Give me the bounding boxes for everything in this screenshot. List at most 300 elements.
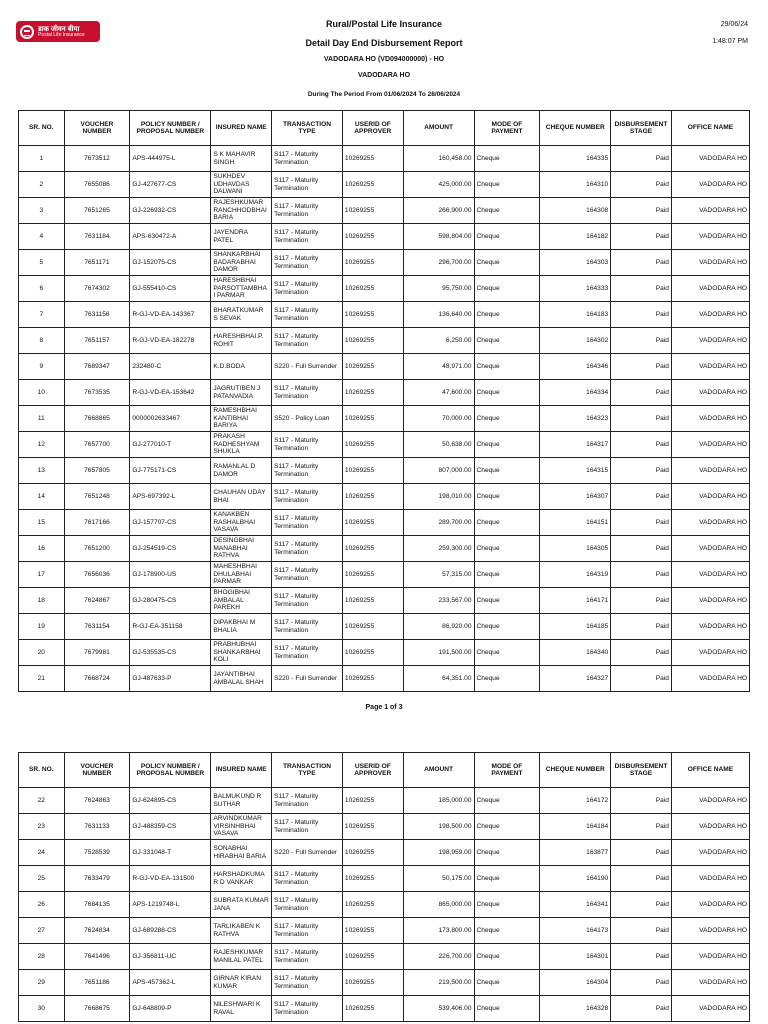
cell-payment-mode: Cheque — [474, 666, 540, 692]
cell-transaction-type: S117 - Maturity Termination — [272, 944, 343, 970]
cell-office-name: VADODARA HO — [671, 970, 749, 996]
cell-transaction-type: S117 - Maturity Termination — [272, 250, 343, 276]
report-date: 29/06/24 — [720, 21, 748, 28]
cell-cheque-number: 164315 — [540, 458, 611, 484]
table-row — [19, 458, 750, 484]
cell-policy-number: 0000002633467 — [130, 406, 211, 432]
cell-disbursement-stage: Paid — [611, 788, 672, 814]
cell-office-name: VADODARA HO — [671, 614, 749, 640]
cell-insured-name: RAJESHKUMAR RANCHHODBHAI BARIA — [211, 198, 272, 224]
cell-insured-name: HARESHBHAI.P. ROHIT — [211, 328, 272, 354]
cell-policy-number: GJ-624895-CS — [130, 788, 211, 814]
cell-sr-no: 25 — [19, 866, 65, 892]
cell-amount: 539,406.00 — [403, 996, 474, 1022]
cell-transaction-type: S117 - Maturity Termination — [272, 276, 343, 302]
cell-office-name: VADODARA HO — [671, 814, 749, 840]
cell-sr-no: 27 — [19, 918, 65, 944]
cell-sr-no: 6 — [19, 276, 65, 302]
cell-payment-mode: Cheque — [474, 146, 540, 172]
cell-policy-number: GJ-178900-US — [130, 562, 211, 588]
cell-policy-number: APS-444975-L — [130, 146, 211, 172]
cell-approver-userid: 10269255 — [342, 276, 403, 302]
cell-amount: 266,900.00 — [403, 198, 474, 224]
cell-cheque-number: 164172 — [540, 788, 611, 814]
cell-voucher-number: 7631133 — [64, 814, 130, 840]
cell-approver-userid: 10269255 — [342, 198, 403, 224]
cell-office-name: VADODARA HO — [671, 406, 749, 432]
cell-office-name: VADODARA HO — [671, 666, 749, 692]
cell-voucher-number: 7631156 — [64, 302, 130, 328]
cell-approver-userid: 10269255 — [342, 458, 403, 484]
cell-insured-name: DIPAKBHAI M BHALIA — [211, 614, 272, 640]
table-row — [19, 198, 750, 224]
table-row — [19, 640, 750, 666]
cell-policy-number: GJ-226932-CS — [130, 198, 211, 224]
division-name: VADODARA HO — [357, 72, 411, 79]
cell-cheque-number: 164302 — [540, 328, 611, 354]
cell-cheque-number: 164327 — [540, 666, 611, 692]
table-row — [19, 510, 750, 536]
cell-payment-mode: Cheque — [474, 996, 540, 1022]
cell-transaction-type: S117 - Maturity Termination — [272, 198, 343, 224]
cell-payment-mode: Cheque — [474, 432, 540, 458]
table-row — [19, 840, 750, 866]
cell-transaction-type: S520 - Policy Loan — [272, 406, 343, 432]
cell-payment-mode: Cheque — [474, 172, 540, 198]
column-header-disbursement-stage: DISBURSEMENT STAGE — [611, 753, 672, 788]
cell-disbursement-stage: Paid — [611, 328, 672, 354]
office-line: VADODARA HO (VD094000000) - HO — [323, 56, 445, 63]
cell-approver-userid: 10269255 — [342, 250, 403, 276]
cell-cheque-number: 164308 — [540, 198, 611, 224]
cell-disbursement-stage: Paid — [611, 588, 672, 614]
cell-voucher-number: 7679981 — [64, 640, 130, 666]
cell-cheque-number: 164323 — [540, 406, 611, 432]
cell-disbursement-stage: Paid — [611, 944, 672, 970]
cell-amount: 226,700.00 — [403, 944, 474, 970]
table-row — [19, 302, 750, 328]
cell-sr-no: 30 — [19, 996, 65, 1022]
cell-amount: 198,959.00 — [403, 840, 474, 866]
table-row — [19, 588, 750, 614]
cell-sr-no: 2 — [19, 172, 65, 198]
cell-sr-no: 9 — [19, 354, 65, 380]
cell-insured-name: GIRNAR KIRAN KUMAR — [211, 970, 272, 996]
cell-voucher-number: 7651157 — [64, 328, 130, 354]
cell-transaction-type: S117 - Maturity Termination — [272, 640, 343, 666]
column-header-insured-name: INSURED NAME — [211, 111, 272, 146]
cell-amount: 95,750.00 — [403, 276, 474, 302]
table-body — [19, 788, 750, 1022]
cell-payment-mode: Cheque — [474, 458, 540, 484]
table-row — [19, 354, 750, 380]
cell-transaction-type: S117 - Maturity Termination — [272, 866, 343, 892]
cell-policy-number: R-GJ-VD-EA-143367 — [130, 302, 211, 328]
report-title: Detail Day End Disbursement Report — [305, 38, 463, 48]
cell-transaction-type: S117 - Maturity Termination — [272, 614, 343, 640]
cell-sr-no: 4 — [19, 224, 65, 250]
table-row — [19, 614, 750, 640]
cell-voucher-number: 7673512 — [64, 146, 130, 172]
cell-sr-no: 10 — [19, 380, 65, 406]
cell-insured-name: BHOGIBHAI AMBALAL PAREKH — [211, 588, 272, 614]
cell-voucher-number: 7668675 — [64, 996, 130, 1022]
cell-insured-name: BHARATKUMAR S SEVAK — [211, 302, 272, 328]
logo-text-hindi: डाक जीवन बीमा — [38, 25, 80, 33]
cell-insured-name: RAMESHBHAI KANTIBHAI BARIYA — [211, 406, 272, 432]
cell-payment-mode: Cheque — [474, 918, 540, 944]
cell-insured-name: NILESHWARI K RAVAL — [211, 996, 272, 1022]
cell-office-name: VADODARA HO — [671, 198, 749, 224]
cell-disbursement-stage: Paid — [611, 432, 672, 458]
cell-disbursement-stage: Paid — [611, 866, 672, 892]
cell-payment-mode: Cheque — [474, 640, 540, 666]
cell-amount: 64,351.00 — [403, 666, 474, 692]
cell-amount: 57,315.00 — [403, 562, 474, 588]
cell-office-name: VADODARA HO — [671, 458, 749, 484]
column-header-office-name: OFFICE NAME — [671, 753, 749, 788]
cell-office-name: VADODARA HO — [671, 224, 749, 250]
cell-sr-no: 26 — [19, 892, 65, 918]
disbursement-table-page-1 — [18, 110, 750, 692]
cell-voucher-number: 7655086 — [64, 172, 130, 198]
cell-disbursement-stage: Paid — [611, 172, 672, 198]
cell-office-name: VADODARA HO — [671, 432, 749, 458]
cell-voucher-number: 7624834 — [64, 918, 130, 944]
cell-transaction-type: S117 - Maturity Termination — [272, 432, 343, 458]
cell-policy-number: GJ-152075-CS — [130, 250, 211, 276]
cell-sr-no: 20 — [19, 640, 65, 666]
cell-sr-no: 14 — [19, 484, 65, 510]
cell-office-name: VADODARA HO — [671, 918, 749, 944]
cell-office-name: VADODARA HO — [671, 588, 749, 614]
cell-sr-no: 1 — [19, 146, 65, 172]
cell-payment-mode: Cheque — [474, 588, 540, 614]
cell-payment-mode: Cheque — [474, 788, 540, 814]
cell-cheque-number: 164307 — [540, 484, 611, 510]
cell-payment-mode: Cheque — [474, 840, 540, 866]
cell-sr-no: 16 — [19, 536, 65, 562]
cell-payment-mode: Cheque — [474, 484, 540, 510]
cell-transaction-type: S117 - Maturity Termination — [272, 172, 343, 198]
cell-sr-no: 13 — [19, 458, 65, 484]
cell-policy-number: GJ-331048-T — [130, 840, 211, 866]
cell-insured-name: K.D.BODA — [211, 354, 272, 380]
table-row — [19, 276, 750, 302]
cell-amount: 598,804.00 — [403, 224, 474, 250]
cell-cheque-number: 164151 — [540, 510, 611, 536]
cell-disbursement-stage: Paid — [611, 198, 672, 224]
cell-voucher-number: 7651265 — [64, 198, 130, 224]
column-header-approver-userid: USERID OF APPROVER — [342, 753, 403, 788]
cell-insured-name: HARSHADKUMA R D VANKAR — [211, 866, 272, 892]
cell-cheque-number: 164185 — [540, 614, 611, 640]
cell-approver-userid: 10269255 — [342, 944, 403, 970]
cell-amount: 47,600.00 — [403, 380, 474, 406]
cell-payment-mode: Cheque — [474, 198, 540, 224]
cell-cheque-number: 164305 — [540, 536, 611, 562]
column-header-insured-name: INSURED NAME — [211, 753, 272, 788]
cell-disbursement-stage: Paid — [611, 614, 672, 640]
cell-sr-no: 22 — [19, 788, 65, 814]
table-row — [19, 484, 750, 510]
table-row — [19, 146, 750, 172]
cell-policy-number: APS-630472-A — [130, 224, 211, 250]
cell-sr-no: 24 — [19, 840, 65, 866]
cell-cheque-number: 164341 — [540, 892, 611, 918]
table-row — [19, 406, 750, 432]
cell-payment-mode: Cheque — [474, 510, 540, 536]
cell-policy-number: R-GJ-VD-EA-153642 — [130, 380, 211, 406]
cell-voucher-number: 7624863 — [64, 788, 130, 814]
cell-transaction-type: S117 - Maturity Termination — [272, 814, 343, 840]
cell-sr-no: 28 — [19, 944, 65, 970]
column-header-voucher-number: VOUCHER NUMBER — [64, 753, 130, 788]
cell-insured-name: JAYANTIBHAI AMBALAL SHAH — [211, 666, 272, 692]
cell-cheque-number: 164184 — [540, 814, 611, 840]
table-row — [19, 892, 750, 918]
cell-insured-name: RAJESHKUMAR MANILAL PATEL — [211, 944, 272, 970]
cell-transaction-type: S220 - Full Surrender — [272, 666, 343, 692]
cell-payment-mode: Cheque — [474, 892, 540, 918]
cell-payment-mode: Cheque — [474, 536, 540, 562]
cell-disbursement-stage: Paid — [611, 892, 672, 918]
cell-transaction-type: S220 - Full Surrender — [272, 840, 343, 866]
cell-amount: 807,000.00 — [403, 458, 474, 484]
cell-office-name: VADODARA HO — [671, 276, 749, 302]
cell-cheque-number: 164333 — [540, 276, 611, 302]
cell-disbursement-stage: Paid — [611, 380, 672, 406]
cell-approver-userid: 10269255 — [342, 224, 403, 250]
column-header-approver-userid: USERID OF APPROVER — [342, 111, 403, 146]
cell-transaction-type: S117 - Maturity Termination — [272, 146, 343, 172]
cell-amount: 198,010.00 — [403, 484, 474, 510]
cell-office-name: VADODARA HO — [671, 944, 749, 970]
cell-sr-no: 8 — [19, 328, 65, 354]
table-body — [19, 146, 750, 692]
cell-payment-mode: Cheque — [474, 276, 540, 302]
cell-sr-no: 17 — [19, 562, 65, 588]
cell-transaction-type: S117 - Maturity Termination — [272, 996, 343, 1022]
cell-cheque-number: 164183 — [540, 302, 611, 328]
cell-approver-userid: 10269255 — [342, 406, 403, 432]
table-row — [19, 380, 750, 406]
cell-policy-number: 232480-C — [130, 354, 211, 380]
table-row — [19, 432, 750, 458]
table-row — [19, 814, 750, 840]
cell-policy-number: GJ-648809-P — [130, 996, 211, 1022]
cell-transaction-type: S117 - Maturity Termination — [272, 510, 343, 536]
cell-office-name: VADODARA HO — [671, 354, 749, 380]
cell-payment-mode: Cheque — [474, 250, 540, 276]
cell-disbursement-stage: Paid — [611, 996, 672, 1022]
cell-cheque-number: 164346 — [540, 354, 611, 380]
cell-sr-no: 18 — [19, 588, 65, 614]
cell-disbursement-stage: Paid — [611, 276, 672, 302]
cell-sr-no: 29 — [19, 970, 65, 996]
organization-title: Rural/Postal Life Insurance — [325, 19, 443, 29]
cell-amount: 198,500.00 — [403, 814, 474, 840]
cell-transaction-type: S117 - Maturity Termination — [272, 562, 343, 588]
cell-approver-userid: 10269255 — [342, 146, 403, 172]
cell-payment-mode: Cheque — [474, 406, 540, 432]
logo-text-english: Postal Life Insurance — [38, 31, 85, 38]
column-header-transaction-type: TRANSACTION TYPE — [272, 111, 343, 146]
cell-amount: 160,458.00 — [403, 146, 474, 172]
cell-insured-name: PRAKASH RADHESHYAM SHUKLA — [211, 432, 272, 458]
cell-voucher-number: 7651186 — [64, 970, 130, 996]
cell-amount: 6,250.00 — [403, 328, 474, 354]
cell-office-name: VADODARA HO — [671, 328, 749, 354]
cell-disbursement-stage: Paid — [611, 640, 672, 666]
cell-office-name: VADODARA HO — [671, 892, 749, 918]
cell-policy-number: APS-457362-L — [130, 970, 211, 996]
cell-payment-mode: Cheque — [474, 224, 540, 250]
cell-cheque-number: 164171 — [540, 588, 611, 614]
cell-amount: 233,567.00 — [403, 588, 474, 614]
cell-transaction-type: S117 - Maturity Termination — [272, 224, 343, 250]
cell-disbursement-stage: Paid — [611, 484, 672, 510]
cell-transaction-type: S117 - Maturity Termination — [272, 892, 343, 918]
cell-office-name: VADODARA HO — [671, 840, 749, 866]
cell-disbursement-stage: Paid — [611, 458, 672, 484]
cell-payment-mode: Cheque — [474, 328, 540, 354]
cell-office-name: VADODARA HO — [671, 562, 749, 588]
cell-amount: 296,700.00 — [403, 250, 474, 276]
cell-approver-userid: 10269255 — [342, 970, 403, 996]
cell-approver-userid: 10269255 — [342, 172, 403, 198]
cell-cheque-number: 164190 — [540, 866, 611, 892]
cell-policy-number: APS-1219748-L — [130, 892, 211, 918]
cell-amount: 48,971.00 — [403, 354, 474, 380]
cell-cheque-number: 164340 — [540, 640, 611, 666]
cell-cheque-number: 164317 — [540, 432, 611, 458]
cell-insured-name: S K MAHAVIR SINGH — [211, 146, 272, 172]
cell-disbursement-stage: Paid — [611, 536, 672, 562]
cell-voucher-number: 7633479 — [64, 866, 130, 892]
cell-voucher-number: 7617166 — [64, 510, 130, 536]
table-row — [19, 996, 750, 1022]
cell-insured-name: BALMUKUND R SUTHAR — [211, 788, 272, 814]
cell-voucher-number: 7657805 — [64, 458, 130, 484]
cell-voucher-number: 7668724 — [64, 666, 130, 692]
cell-cheque-number: 163877 — [540, 840, 611, 866]
column-header-transaction-type: TRANSACTION TYPE — [272, 753, 343, 788]
cell-amount: 136,640.00 — [403, 302, 474, 328]
cell-policy-number: GJ-254519-CS — [130, 536, 211, 562]
column-header-amount: AMOUNT — [403, 111, 474, 146]
table-row — [19, 224, 750, 250]
column-header-sr-no: SR. NO. — [19, 753, 65, 788]
cell-disbursement-stage: Paid — [611, 302, 672, 328]
cell-sr-no: 15 — [19, 510, 65, 536]
cell-disbursement-stage: Paid — [611, 406, 672, 432]
cell-policy-number: GJ-488359-CS — [130, 814, 211, 840]
cell-insured-name: SONABHAI HIRABHAI BARIA — [211, 840, 272, 866]
cell-policy-number: GJ-356811-UC — [130, 944, 211, 970]
cell-disbursement-stage: Paid — [611, 562, 672, 588]
cell-cheque-number: 164301 — [540, 944, 611, 970]
column-header-disbursement-stage: DISBURSEMENT STAGE — [611, 111, 672, 146]
cell-insured-name: ARVINDKUMAR VIRSINHBHAI VASAVA — [211, 814, 272, 840]
cell-disbursement-stage: Paid — [611, 510, 672, 536]
cell-approver-userid: 10269255 — [342, 354, 403, 380]
cell-amount: 425,000.00 — [403, 172, 474, 198]
report-time: 1:48:07 PM — [712, 38, 748, 45]
cell-policy-number: R-GJ-VD-EA-131500 — [130, 866, 211, 892]
cell-voucher-number: 7673535 — [64, 380, 130, 406]
cell-cheque-number: 164319 — [540, 562, 611, 588]
cell-sr-no: 7 — [19, 302, 65, 328]
cell-payment-mode: Cheque — [474, 944, 540, 970]
cell-policy-number: GJ-689288-CS — [130, 918, 211, 944]
cell-voucher-number: 7631184 — [64, 224, 130, 250]
cell-office-name: VADODARA HO — [671, 302, 749, 328]
table-header-row — [19, 111, 750, 146]
cell-approver-userid: 10269255 — [342, 840, 403, 866]
cell-payment-mode: Cheque — [474, 814, 540, 840]
cell-amount: 191,500.00 — [403, 640, 474, 666]
table-row — [19, 250, 750, 276]
cell-policy-number: GJ-487633-P — [130, 666, 211, 692]
cell-office-name: VADODARA HO — [671, 380, 749, 406]
cell-amount: 185,000.00 — [403, 788, 474, 814]
cell-approver-userid: 10269255 — [342, 866, 403, 892]
cell-approver-userid: 10269255 — [342, 892, 403, 918]
cell-policy-number: GJ-157707-CS — [130, 510, 211, 536]
cell-office-name: VADODARA HO — [671, 866, 749, 892]
cell-office-name: VADODARA HO — [671, 250, 749, 276]
column-header-voucher-number: VOUCHER NUMBER — [64, 111, 130, 146]
cell-amount: 173,800.00 — [403, 918, 474, 944]
cell-payment-mode: Cheque — [474, 302, 540, 328]
cell-cheque-number: 164328 — [540, 996, 611, 1022]
cell-sr-no: 11 — [19, 406, 65, 432]
cell-sr-no: 3 — [19, 198, 65, 224]
table-row — [19, 328, 750, 354]
cell-voucher-number: 7631154 — [64, 614, 130, 640]
column-header-policy-number: POLICY NUMBER / PROPOSAL NUMBER — [130, 111, 211, 146]
cell-sr-no: 19 — [19, 614, 65, 640]
cell-amount: 50,638.00 — [403, 432, 474, 458]
disbursement-table-page-2 — [18, 752, 750, 1022]
cell-transaction-type: S117 - Maturity Termination — [272, 970, 343, 996]
cell-disbursement-stage: Paid — [611, 354, 672, 380]
cell-office-name: VADODARA HO — [671, 536, 749, 562]
cell-voucher-number: 7668865 — [64, 406, 130, 432]
cell-sr-no: 5 — [19, 250, 65, 276]
cell-disbursement-stage: Paid — [611, 250, 672, 276]
cell-approver-userid: 10269255 — [342, 562, 403, 588]
cell-policy-number: GJ-535535-CS — [130, 640, 211, 666]
table-header-row — [19, 753, 750, 788]
cell-transaction-type: S117 - Maturity Termination — [272, 302, 343, 328]
cell-sr-no: 23 — [19, 814, 65, 840]
cell-payment-mode: Cheque — [474, 380, 540, 406]
cell-policy-number: APS-697392-L — [130, 484, 211, 510]
cell-office-name: VADODARA HO — [671, 172, 749, 198]
cell-payment-mode: Cheque — [474, 970, 540, 996]
report-period: During The Period From 01/06/2024 To 28/06/2024 — [307, 91, 461, 98]
table-row — [19, 970, 750, 996]
cell-voucher-number: 7528539 — [64, 840, 130, 866]
cell-approver-userid: 10269255 — [342, 588, 403, 614]
cell-office-name: VADODARA HO — [671, 996, 749, 1022]
cell-voucher-number: 7684135 — [64, 892, 130, 918]
cell-insured-name: JAGRUTIBEN J PATANVADIA — [211, 380, 272, 406]
table-row — [19, 788, 750, 814]
cell-disbursement-stage: Paid — [611, 146, 672, 172]
